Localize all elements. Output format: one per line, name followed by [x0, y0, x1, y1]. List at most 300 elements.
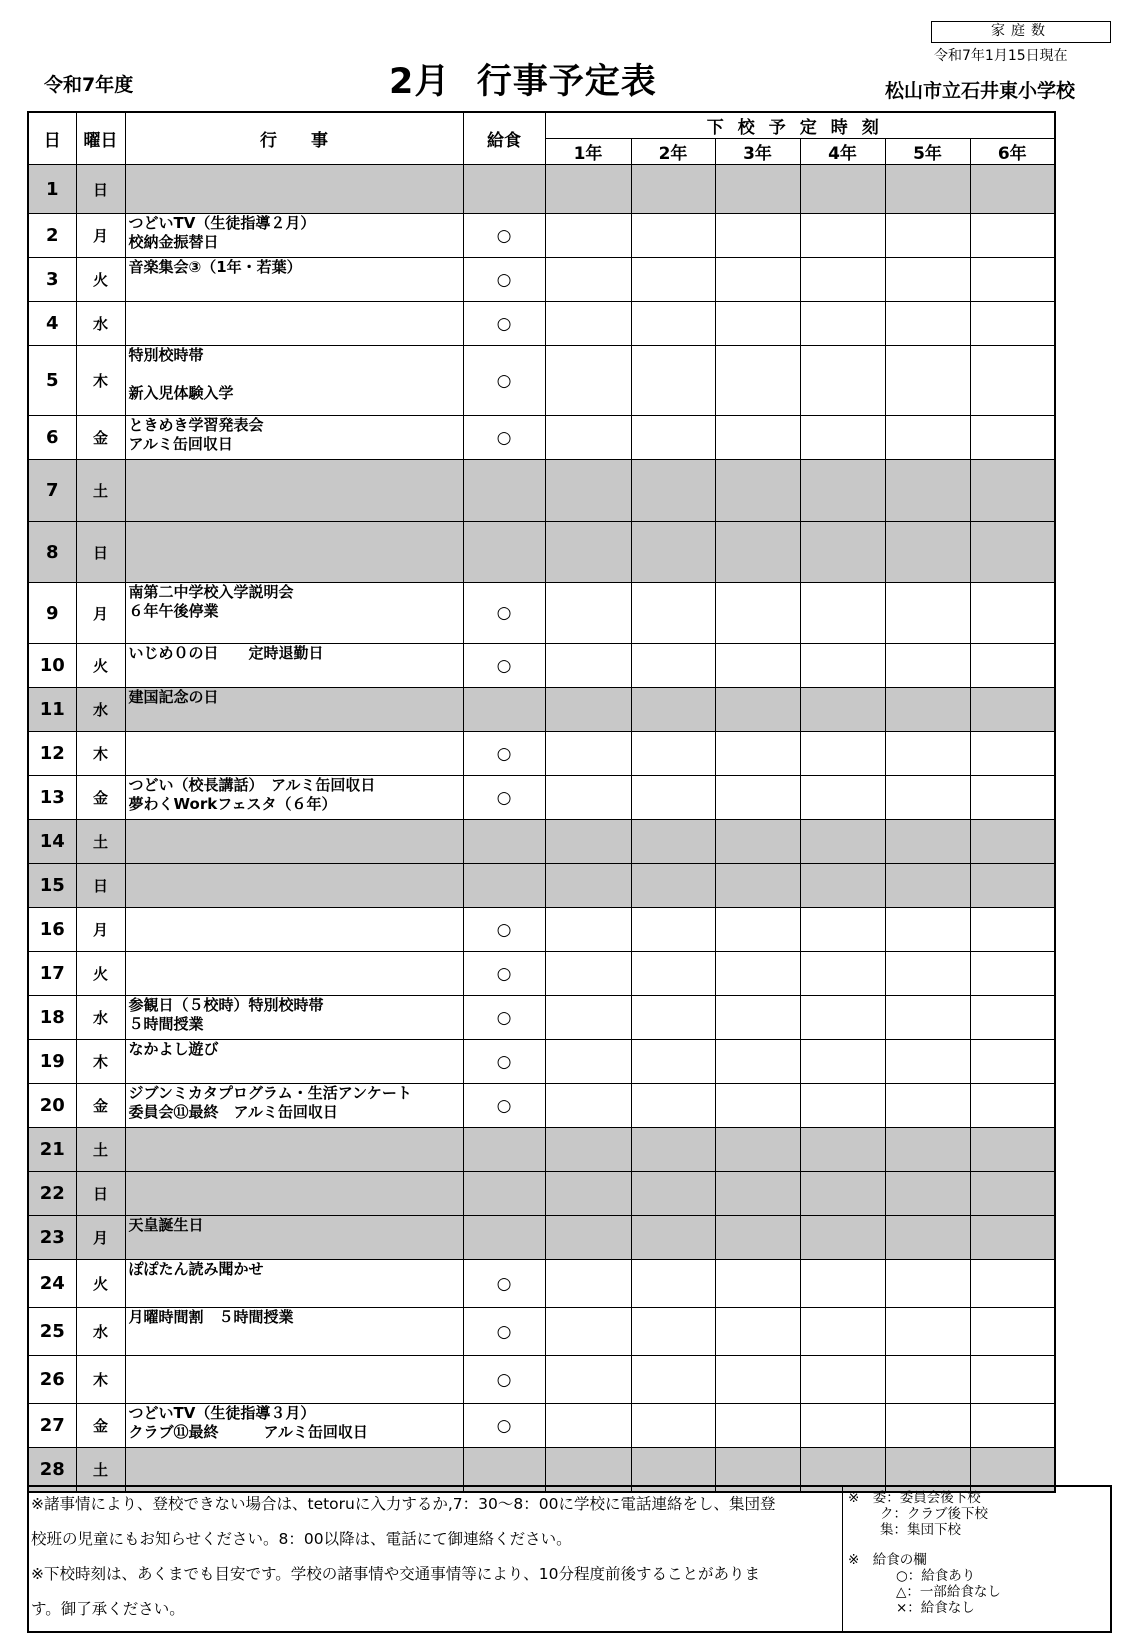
dismissal-time-cell	[885, 1128, 970, 1172]
dismissal-time-cell	[631, 644, 715, 688]
event-cell	[125, 460, 463, 522]
dismissal-time-cell	[970, 1404, 1055, 1448]
meal-mark: ○	[463, 732, 545, 776]
event-line: 夢わくWorkフェスタ（６年）	[128, 795, 337, 813]
weekday: 金	[76, 776, 125, 820]
dismissal-time-cell	[885, 908, 970, 952]
dismissal-time-cell	[800, 864, 885, 908]
meal-mark	[463, 1172, 545, 1216]
dismissal-time-cell	[970, 1216, 1055, 1260]
dismissal-time-cell	[800, 1128, 885, 1172]
table-row	[28, 688, 1055, 732]
dismissal-time-cell	[715, 165, 800, 214]
legend-line: △：一部給食なし	[896, 1584, 1001, 1600]
event-line: ぽぽたん読み聞かせ	[128, 1260, 264, 1278]
dismissal-time-cell	[631, 214, 715, 258]
day-number: 25	[28, 1308, 76, 1356]
dismissal-time-cell	[970, 864, 1055, 908]
meal-mark: ○	[463, 346, 545, 416]
weekday: 月	[76, 583, 125, 644]
dismissal-time-cell	[545, 732, 631, 776]
table-row	[28, 1172, 1055, 1216]
dismissal-time-cell	[970, 820, 1055, 864]
note-line: す。御了承ください。	[31, 1600, 185, 1618]
dismissal-time-cell	[885, 1084, 970, 1128]
dismissal-time-cell	[970, 1172, 1055, 1216]
dismissal-time-cell	[545, 776, 631, 820]
table-row	[28, 214, 1055, 258]
event-cell	[125, 522, 463, 583]
day-number: 5	[28, 346, 76, 416]
dismissal-time-cell	[545, 165, 631, 214]
day-number: 11	[28, 688, 76, 732]
dismissal-time-cell	[970, 688, 1055, 732]
event-line: つどい（校長講話） アルミ缶回収日	[128, 776, 376, 794]
dismissal-time-cell	[631, 522, 715, 583]
weekday: 土	[76, 1448, 125, 1492]
dismissal-time-cell	[545, 1040, 631, 1084]
dismissal-time-cell	[885, 732, 970, 776]
meal-mark	[463, 864, 545, 908]
fiscal-year: 令和7年度	[44, 74, 134, 96]
day-number: 9	[28, 583, 76, 644]
col-weekday: 曜日	[76, 112, 125, 165]
dismissal-time-cell	[800, 522, 885, 583]
table-row	[28, 522, 1055, 583]
day-number: 10	[28, 644, 76, 688]
dismissal-time-cell	[885, 460, 970, 522]
weekday: 水	[76, 996, 125, 1040]
meal-mark: ○	[463, 1040, 545, 1084]
table-row	[28, 996, 1055, 1040]
day-number: 23	[28, 1216, 76, 1260]
meal-mark: ○	[463, 1356, 545, 1404]
dismissal-time-cell	[631, 416, 715, 460]
dismissal-time-cell	[715, 1128, 800, 1172]
dismissal-time-cell	[800, 1040, 885, 1084]
day-number: 8	[28, 522, 76, 583]
dismissal-time-cell	[631, 1260, 715, 1308]
dismissal-time-cell	[800, 1260, 885, 1308]
dismissal-time-cell	[631, 732, 715, 776]
dismissal-time-cell	[631, 1404, 715, 1448]
dismissal-time-cell	[970, 1308, 1055, 1356]
dismissal-time-cell	[631, 908, 715, 952]
dismissal-time-cell	[715, 258, 800, 302]
dismissal-time-cell	[545, 864, 631, 908]
dismissal-time-cell	[885, 1308, 970, 1356]
dismissal-time-cell	[800, 820, 885, 864]
dismissal-time-cell	[885, 522, 970, 583]
event-line: 参観日（５校時）特別校時帯	[128, 996, 324, 1014]
meal-mark	[463, 165, 545, 214]
dismissal-time-cell	[970, 302, 1055, 346]
event-cell	[125, 346, 463, 416]
dismissal-time-cell	[545, 346, 631, 416]
dismissal-time-cell	[885, 214, 970, 258]
table-row	[28, 583, 1055, 644]
day-number: 28	[28, 1448, 76, 1492]
event-line: 天皇誕生日	[128, 1216, 204, 1234]
dismissal-time-cell	[970, 908, 1055, 952]
meal-mark	[463, 1128, 545, 1172]
meal-mark	[463, 688, 545, 732]
weekday: 木	[76, 732, 125, 776]
dismissal-time-cell	[631, 583, 715, 644]
dismissal-time-cell	[970, 952, 1055, 996]
dismissal-time-cell	[631, 996, 715, 1040]
dismissal-time-cell	[715, 1308, 800, 1356]
event-cell	[125, 1040, 463, 1084]
day-number: 27	[28, 1404, 76, 1448]
dismissal-time-cell	[631, 1128, 715, 1172]
meal-mark: ○	[463, 583, 545, 644]
legend-box	[842, 1485, 1112, 1633]
dismissal-time-cell	[715, 1172, 800, 1216]
day-number: 24	[28, 1260, 76, 1308]
dismissal-time-cell	[545, 460, 631, 522]
col-event: 行 事	[125, 112, 463, 165]
dismissal-time-cell	[545, 908, 631, 952]
dismissal-time-cell	[715, 1040, 800, 1084]
dismissal-time-cell	[715, 1356, 800, 1404]
dismissal-time-cell	[800, 214, 885, 258]
event-line: ときめき学習発表会	[128, 416, 264, 434]
event-line: 委員会⑪最終 アルミ缶回収日	[128, 1103, 338, 1121]
event-line: いじめ０の日 定時退勤日	[128, 644, 324, 662]
dismissal-time-cell	[800, 732, 885, 776]
meal-mark	[463, 820, 545, 864]
weekday: 木	[76, 346, 125, 416]
table-row	[28, 258, 1055, 302]
dismissal-time-cell	[631, 820, 715, 864]
event-line: アルミ缶回収日	[128, 435, 233, 453]
dismissal-time-cell	[545, 1172, 631, 1216]
legend-line: ○：給食あり	[896, 1568, 976, 1584]
dismissal-time-cell	[885, 952, 970, 996]
dismissal-time-cell	[631, 346, 715, 416]
dismissal-time-cell	[885, 165, 970, 214]
event-cell	[125, 732, 463, 776]
event-line	[129, 365, 463, 384]
table-row	[28, 1084, 1055, 1128]
event-cell	[125, 820, 463, 864]
dismissal-time-cell	[715, 644, 800, 688]
dismissal-time-cell	[631, 776, 715, 820]
event-line: 音楽集会③（1年・若葉）	[128, 258, 302, 276]
dismissal-time-cell	[545, 996, 631, 1040]
dismissal-time-cell	[970, 1356, 1055, 1404]
dismissal-time-cell	[800, 1216, 885, 1260]
dismissal-time-cell	[715, 864, 800, 908]
dismissal-time-cell	[800, 460, 885, 522]
dismissal-time-cell	[970, 460, 1055, 522]
event-cell	[125, 908, 463, 952]
dismissal-time-cell	[885, 302, 970, 346]
dismissal-time-cell	[715, 1084, 800, 1128]
dismissal-time-cell	[885, 1260, 970, 1308]
dismissal-time-cell	[545, 952, 631, 996]
col-dismissal: 下校予定時刻	[545, 112, 1055, 139]
table-row	[28, 908, 1055, 952]
meal-mark: ○	[463, 1308, 545, 1356]
dismissal-time-cell	[631, 1084, 715, 1128]
dismissal-time-cell	[545, 820, 631, 864]
dismissal-time-cell	[631, 258, 715, 302]
day-number: 19	[28, 1040, 76, 1084]
meal-mark: ○	[463, 1260, 545, 1308]
event-cell	[125, 1404, 463, 1448]
dismissal-time-cell	[970, 346, 1055, 416]
dismissal-time-cell	[631, 460, 715, 522]
weekday: 水	[76, 1308, 125, 1356]
event-cell	[125, 583, 463, 644]
dismissal-time-cell	[800, 1404, 885, 1448]
legend-line: ク：クラブ後下校	[880, 1506, 988, 1522]
table-row	[28, 952, 1055, 996]
dismissal-time-cell	[800, 583, 885, 644]
col-grade: 4年	[800, 139, 885, 165]
day-number: 18	[28, 996, 76, 1040]
table-row	[28, 1216, 1055, 1260]
event-line: つどいTV（生徒指導３月）	[128, 1404, 316, 1422]
dismissal-time-cell	[715, 583, 800, 644]
day-number: 16	[28, 908, 76, 952]
event-cell	[125, 644, 463, 688]
meal-mark	[463, 522, 545, 583]
col-grade: 3年	[715, 139, 800, 165]
dismissal-time-cell	[715, 996, 800, 1040]
dismissal-time-cell	[800, 776, 885, 820]
meal-mark: ○	[463, 214, 545, 258]
meal-mark	[463, 1216, 545, 1260]
dismissal-time-cell	[545, 1128, 631, 1172]
dismissal-time-cell	[715, 688, 800, 732]
dismissal-time-cell	[970, 258, 1055, 302]
event-line: 月曜時間割 ５時間授業	[128, 1308, 294, 1326]
day-number: 26	[28, 1356, 76, 1404]
table-row	[28, 302, 1055, 346]
dismissal-time-cell	[715, 460, 800, 522]
meal-mark	[463, 460, 545, 522]
weekday: 土	[76, 1128, 125, 1172]
dismissal-time-cell	[885, 258, 970, 302]
weekday: 土	[76, 820, 125, 864]
household-count-box: 家庭数	[931, 21, 1111, 43]
dismissal-time-cell	[885, 1216, 970, 1260]
dismissal-time-cell	[800, 688, 885, 732]
day-number: 15	[28, 864, 76, 908]
dismissal-time-cell	[715, 416, 800, 460]
legend-line: ×：給食なし	[896, 1600, 975, 1616]
dismissal-time-cell	[545, 522, 631, 583]
dismissal-time-cell	[631, 1172, 715, 1216]
dismissal-time-cell	[800, 644, 885, 688]
weekday: 日	[76, 165, 125, 214]
dismissal-time-cell	[715, 302, 800, 346]
meal-mark: ○	[463, 776, 545, 820]
dismissal-time-cell	[715, 1404, 800, 1448]
weekday: 水	[76, 688, 125, 732]
dismissal-time-cell	[631, 864, 715, 908]
col-grade: 5年	[885, 139, 970, 165]
dismissal-time-cell	[545, 214, 631, 258]
dismissal-time-cell	[970, 1040, 1055, 1084]
col-grade: 6年	[970, 139, 1055, 165]
table-row	[28, 1040, 1055, 1084]
event-cell	[125, 1128, 463, 1172]
col-grade: 2年	[631, 139, 715, 165]
dismissal-time-cell	[970, 644, 1055, 688]
event-line: 建国記念の日	[128, 688, 219, 706]
dismissal-time-cell	[545, 1308, 631, 1356]
event-line: 南第二中学校入学説明会	[128, 583, 294, 601]
day-number: 12	[28, 732, 76, 776]
dismissal-time-cell	[715, 908, 800, 952]
dismissal-time-cell	[631, 1356, 715, 1404]
dismissal-time-cell	[970, 732, 1055, 776]
dismissal-time-cell	[885, 644, 970, 688]
event-line: ５時間授業	[128, 1015, 204, 1033]
dismissal-time-cell	[715, 820, 800, 864]
dismissal-time-cell	[885, 864, 970, 908]
dismissal-time-cell	[800, 1172, 885, 1216]
dismissal-time-cell	[800, 416, 885, 460]
dismissal-time-cell	[631, 1040, 715, 1084]
page-title: 2月 行事予定表	[389, 62, 657, 102]
day-number: 20	[28, 1084, 76, 1128]
event-cell	[125, 996, 463, 1040]
dismissal-time-cell	[885, 1040, 970, 1084]
weekday: 木	[76, 1356, 125, 1404]
day-number: 22	[28, 1172, 76, 1216]
dismissal-time-cell	[800, 346, 885, 416]
day-number: 7	[28, 460, 76, 522]
dismissal-time-cell	[885, 776, 970, 820]
dismissal-time-cell	[631, 165, 715, 214]
dismissal-time-cell	[715, 776, 800, 820]
dismissal-time-cell	[631, 952, 715, 996]
event-line: 新入児体験入学	[128, 384, 234, 402]
table-row	[28, 1308, 1055, 1356]
weekday: 金	[76, 1404, 125, 1448]
dismissal-time-cell	[545, 302, 631, 346]
table-row	[28, 1260, 1055, 1308]
weekday: 月	[76, 1216, 125, 1260]
legend-line: ※ 給食の欄	[848, 1552, 927, 1568]
event-cell	[125, 1260, 463, 1308]
dismissal-time-cell	[970, 214, 1055, 258]
meal-mark: ○	[463, 258, 545, 302]
dismissal-time-cell	[545, 1260, 631, 1308]
dismissal-time-cell	[545, 1356, 631, 1404]
weekday: 金	[76, 1084, 125, 1128]
dismissal-time-cell	[970, 165, 1055, 214]
dismissal-time-cell	[545, 258, 631, 302]
day-number: 3	[28, 258, 76, 302]
weekday: 日	[76, 864, 125, 908]
meal-mark: ○	[463, 416, 545, 460]
dismissal-time-cell	[800, 1356, 885, 1404]
table-row	[28, 346, 1055, 416]
event-cell	[125, 1308, 463, 1356]
dismissal-time-cell	[885, 688, 970, 732]
dismissal-time-cell	[800, 258, 885, 302]
meal-mark: ○	[463, 952, 545, 996]
weekday: 月	[76, 214, 125, 258]
event-cell	[125, 214, 463, 258]
table-row	[28, 732, 1055, 776]
dismissal-time-cell	[545, 1404, 631, 1448]
meal-mark: ○	[463, 996, 545, 1040]
meal-mark: ○	[463, 644, 545, 688]
event-line: 校納金振替日	[128, 233, 219, 251]
dismissal-time-cell	[885, 1356, 970, 1404]
legend-line: 集：集団下校	[880, 1522, 961, 1538]
dismissal-time-cell	[970, 1260, 1055, 1308]
event-cell	[125, 864, 463, 908]
col-grade: 1年	[545, 139, 631, 165]
event-cell	[125, 258, 463, 302]
notes-box	[27, 1485, 843, 1633]
dismissal-time-cell	[715, 346, 800, 416]
dismissal-time-cell	[800, 1084, 885, 1128]
weekday: 火	[76, 258, 125, 302]
dismissal-time-cell	[970, 522, 1055, 583]
meal-mark: ○	[463, 908, 545, 952]
dismissal-time-cell	[800, 908, 885, 952]
weekday: 火	[76, 644, 125, 688]
dismissal-time-cell	[631, 302, 715, 346]
weekday: 月	[76, 908, 125, 952]
col-meal: 給食	[463, 112, 545, 165]
event-cell	[125, 165, 463, 214]
dismissal-time-cell	[970, 776, 1055, 820]
dismissal-time-cell	[800, 302, 885, 346]
weekday: 水	[76, 302, 125, 346]
as-of-date: 令和7年1月15日現在	[934, 48, 1068, 64]
dismissal-time-cell	[545, 644, 631, 688]
day-number: 4	[28, 302, 76, 346]
event-cell	[125, 1216, 463, 1260]
note-line: 校班の児童にもお知らせください。8：00以降は、電話にて御連絡ください。	[31, 1530, 572, 1548]
event-line: ジブンミカタプログラム・生活アンケート	[128, 1084, 412, 1102]
event-line: つどいTV（生徒指導２月）	[128, 214, 316, 232]
weekday: 火	[76, 952, 125, 996]
day-number: 1	[28, 165, 76, 214]
weekday: 金	[76, 416, 125, 460]
dismissal-time-cell	[800, 165, 885, 214]
dismissal-time-cell	[800, 996, 885, 1040]
dismissal-time-cell	[545, 583, 631, 644]
dismissal-time-cell	[715, 952, 800, 996]
event-cell	[125, 1084, 463, 1128]
dismissal-time-cell	[631, 688, 715, 732]
meal-mark: ○	[463, 1404, 545, 1448]
dismissal-time-cell	[885, 1404, 970, 1448]
dismissal-time-cell	[715, 522, 800, 583]
table-row	[28, 165, 1055, 214]
dismissal-time-cell	[545, 1216, 631, 1260]
day-number: 14	[28, 820, 76, 864]
school-name: 松山市立石井東小学校	[885, 80, 1076, 102]
dismissal-time-cell	[545, 688, 631, 732]
dismissal-time-cell	[970, 1084, 1055, 1128]
table-row	[28, 864, 1055, 908]
dismissal-time-cell	[885, 416, 970, 460]
dismissal-time-cell	[885, 1172, 970, 1216]
table-row	[28, 776, 1055, 820]
